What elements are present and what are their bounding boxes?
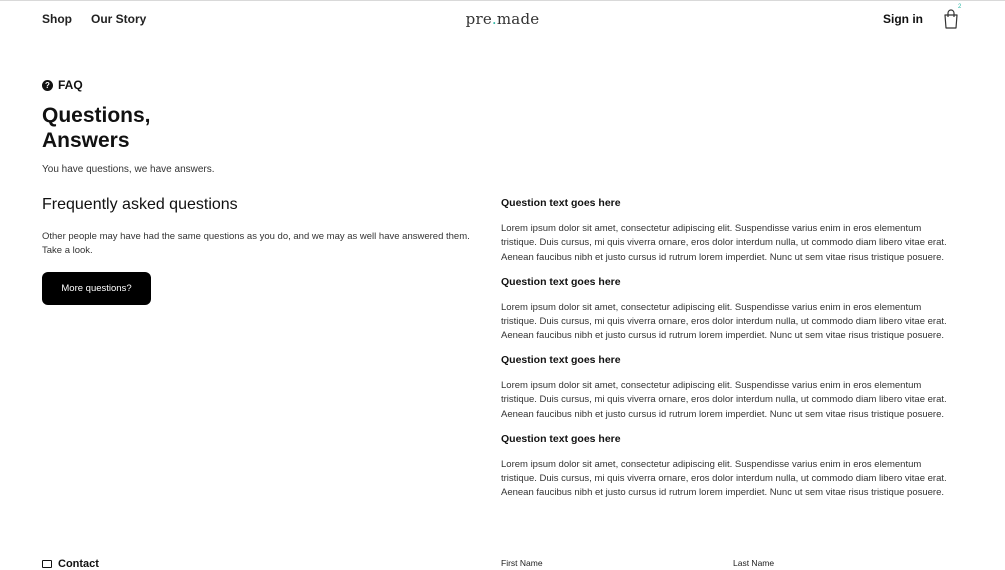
more-questions-button[interactable]: More questions?: [42, 272, 151, 305]
faq-item: [501, 276, 953, 355]
cart-count-badge: 2: [958, 4, 962, 10]
faq-item: [501, 433, 953, 512]
first-name-label: First Name: [501, 558, 543, 568]
question-circle-icon: ?: [42, 80, 53, 91]
section-description: Other people may have had the same questions as you do, and we may as well have answered them. Take a look.: [42, 231, 470, 256]
sign-in-link[interactable]: Sign in: [883, 12, 923, 26]
faq-answer: Lorem ipsum dolor sit amet, consectetur adipiscing elit. Suspendisse varius enim in eros elementum tristique. Duis cursus, mi quis viverra ornare, eros dolor interdum nulla, ut commodo diam libero vitae erat. Aenean faucibus nibh et justo cursus id rutrum lorem imperdiet. Nunc ut sem vitae risus tristique posuere.: [501, 223, 947, 263]
faq-question: Question text goes here: [501, 197, 621, 209]
section-title: Frequently asked questions: [42, 196, 238, 213]
brand-part-1: pre: [465, 10, 492, 28]
site-header: [0, 0, 1005, 40]
brand-dot: .: [491, 10, 497, 28]
contact-heading: [42, 558, 99, 570]
faq-tag-label: FAQ: [58, 78, 83, 92]
faq-question: Question text goes here: [501, 432, 621, 445]
brand-part-2: made: [496, 10, 540, 28]
faq-item: [501, 354, 953, 433]
page-subtitle: You have questions, we have answers.: [42, 164, 215, 175]
shopping-bag-icon[interactable]: [942, 8, 960, 30]
contact-label: Contact: [58, 558, 99, 570]
faq-item: [501, 197, 953, 276]
faq-answer: Lorem ipsum dolor sit amet, consectetur adipiscing elit. Suspendisse varius enim in eros elementum tristique. Duis cursus, mi quis viverra ornare, eros dolor interdum nulla, ut commodo diam libero vitae erat. Aenean faucibus nibh et justo cursus id rutrum lorem imperdiet. Nunc ut sem vitae risus tristique posuere.: [501, 301, 947, 342]
brand-logo[interactable]: [0, 10, 1005, 28]
nav-shop-link[interactable]: Shop: [42, 12, 72, 26]
mail-icon: [42, 560, 52, 568]
faq-tag: [42, 78, 83, 92]
faq-question: Question text goes here: [501, 275, 621, 288]
faq-list: [501, 197, 953, 511]
faq-answer: Lorem ipsum dolor sit amet, consectetur adipiscing elit. Suspendisse varius enim in eros elementum tristique. Duis cursus, mi quis viverra ornare, eros dolor interdum nulla, ut commodo diam libero vitae erat. Aenean faucibus nibh et justo cursus id rutrum lorem imperdiet. Nunc ut sem vitae risus tristique posuere.: [501, 458, 947, 499]
last-name-label: Last Name: [733, 558, 775, 568]
faq-answer: Lorem ipsum dolor sit amet, consectetur adipiscing elit. Suspendisse varius enim in eros elementum tristique. Duis cursus, mi quis viverra ornare, eros dolor interdum nulla, ut commodo diam libero vitae erat. Aenean faucibus nibh et justo cursus id rutrum lorem imperdiet. Nunc ut sem vitae risus tristique posuere.: [501, 380, 947, 420]
nav-our-story-link[interactable]: Our Story: [91, 12, 147, 26]
faq-question: Question text goes here: [501, 354, 621, 366]
page-title: Questions, Answers: [42, 104, 151, 152]
